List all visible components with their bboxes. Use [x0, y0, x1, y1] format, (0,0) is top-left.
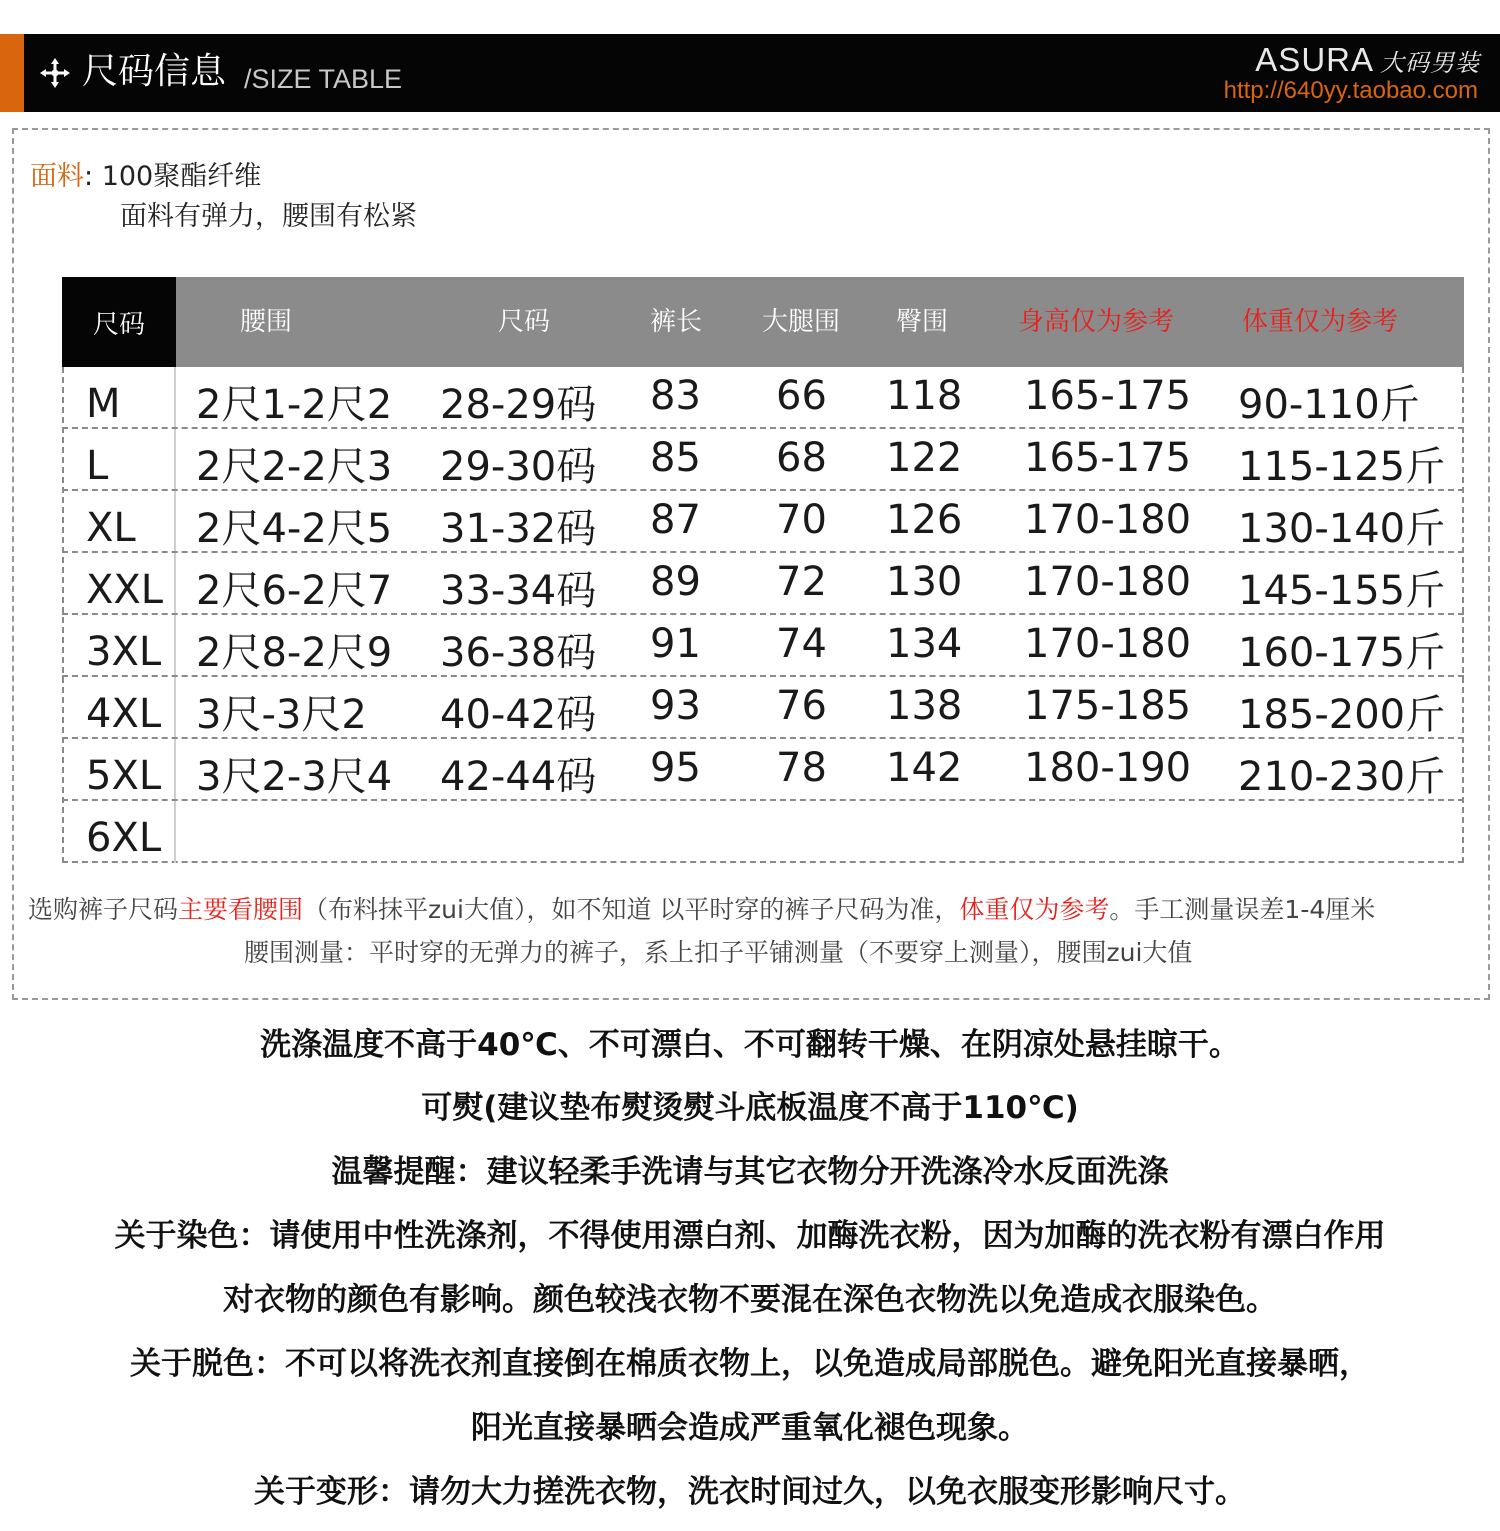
cell-hip: 134	[886, 621, 963, 667]
brand-name: ASURA	[1255, 41, 1374, 78]
cell-height: 175-185	[1024, 683, 1192, 729]
cell-weight: 130-140斤	[1238, 506, 1446, 552]
cell-thigh: 74	[776, 621, 827, 667]
note-highlight-weight: 体重仅为参考	[959, 895, 1110, 924]
cell-thigh: 78	[776, 745, 827, 791]
cell-size: 6XL	[86, 815, 162, 861]
cell-waist: 2尺1-2尺2	[196, 382, 393, 428]
cell-waist: 2尺4-2尺5	[196, 506, 393, 552]
cell-weight: 115-125斤	[1238, 444, 1446, 490]
table-row	[62, 739, 1464, 801]
cell-weight: 210-230斤	[1238, 754, 1446, 800]
cell-height: 170-180	[1024, 621, 1192, 667]
header-height: 身高仅为参考	[1018, 307, 1175, 337]
header-bar	[0, 34, 1500, 112]
cell-thigh: 66	[776, 373, 827, 419]
care-line: 温馨提醒：建议轻柔手洗请与其它衣物分开洗涤冷水反面洗涤	[331, 1154, 1169, 1190]
cell-code: 40-42码	[440, 692, 597, 738]
waist-measure-note: 腰围测量：平时穿的无弹力的裤子，系上扣子平铺测量（不要穿上测量），腰围zui大值	[244, 938, 1193, 967]
cell-weight: 185-200斤	[1238, 692, 1446, 738]
table-row	[62, 367, 1464, 429]
cell-length: 91	[650, 621, 701, 667]
cell-hip: 142	[886, 745, 963, 791]
fabric-note: 面料有弹力，腰围有松紧	[120, 201, 417, 232]
cell-size: L	[86, 443, 109, 489]
cell-length: 95	[650, 745, 701, 791]
cell-size: XL	[86, 505, 136, 551]
cell-height: 170-180	[1024, 497, 1192, 543]
note-text: 选购裤子尺码	[28, 895, 179, 924]
care-line: 洗涤温度不高于40℃、不可漂白、不可翻转干燥、在阴凉处悬挂晾干。	[260, 1027, 1240, 1063]
care-line: 对衣物的颜色有影响。颜色较浅衣物不要混在深色衣物洗以免造成衣服染色。	[223, 1282, 1277, 1318]
cell-length: 89	[650, 559, 701, 605]
cell-size: 4XL	[86, 691, 162, 737]
fabric-value: 100聚酯纤维	[101, 161, 262, 192]
cell-size: M	[86, 381, 121, 427]
cell-hip: 130	[886, 559, 963, 605]
header-waist: 腰围	[240, 307, 293, 337]
note-highlight-waist: 主要看腰围	[178, 895, 304, 924]
cell-height: 180-190	[1024, 745, 1192, 791]
cell-code: 33-34码	[440, 568, 597, 614]
cell-thigh: 76	[776, 683, 827, 729]
table-row	[62, 429, 1464, 491]
cell-code: 29-30码	[440, 444, 597, 490]
cell-hip: 126	[886, 497, 963, 543]
header-hip: 臀围	[896, 307, 949, 337]
cell-thigh: 72	[776, 559, 827, 605]
cell-code: 28-29码	[440, 382, 597, 428]
header-code: 尺码	[498, 307, 551, 337]
shop-url[interactable]: http://640yy.taobao.com	[1223, 77, 1478, 104]
four-way-arrow-icon	[38, 56, 72, 90]
fabric-label: 面料	[30, 161, 84, 192]
header-size: 尺码	[62, 277, 176, 367]
table-row	[62, 677, 1464, 739]
table-row	[62, 553, 1464, 615]
note-text: 。手工测量误差1-4厘米	[1109, 895, 1376, 924]
cell-waist: 3尺-3尺2	[196, 692, 367, 738]
header-length: 裤长	[650, 307, 703, 337]
cell-code: 36-38码	[440, 630, 597, 676]
cell-length: 85	[650, 435, 701, 481]
page-subtitle: /SIZE TABLE	[244, 64, 403, 94]
note-text: （布料抹平zui大值），如不知道 以平时穿的裤子尺码为准，	[303, 895, 960, 924]
brand-name-cn: 大码男装	[1380, 49, 1480, 77]
cell-size: 3XL	[86, 629, 162, 675]
cell-weight: 90-110斤	[1238, 382, 1420, 428]
cell-code: 31-32码	[440, 506, 597, 552]
cell-size: XXL	[86, 567, 164, 613]
care-line: 关于染色：请使用中性洗涤剂，不得使用漂白剂、加酶洗衣粉，因为加酶的洗衣粉有漂白作用	[114, 1218, 1386, 1254]
cell-waist: 2尺6-2尺7	[196, 568, 393, 614]
table-row	[62, 801, 1464, 863]
brand-logo	[1255, 42, 1480, 81]
care-line: 阳光直接暴晒会造成严重氧化褪色现象。	[471, 1410, 1029, 1446]
cell-weight: 160-175斤	[1238, 630, 1446, 676]
cell-weight: 145-155斤	[1238, 568, 1446, 614]
header-thigh: 大腿围	[762, 307, 841, 337]
cell-height: 165-175	[1024, 373, 1192, 419]
care-line: 可熨(建议垫布熨烫熨斗底板温度不高于110℃)	[421, 1090, 1079, 1126]
cell-hip: 122	[886, 435, 963, 481]
cell-thigh: 68	[776, 435, 827, 481]
care-line: 关于变形：请勿大力搓洗衣物，洗衣时间过久，以免衣服变形影响尺寸。	[254, 1474, 1246, 1510]
cell-waist: 2尺2-2尺3	[196, 444, 393, 490]
cell-height: 170-180	[1024, 559, 1192, 605]
cell-code: 42-44码	[440, 754, 597, 800]
cell-waist: 2尺8-2尺9	[196, 630, 393, 676]
size-advice-note	[28, 892, 1488, 928]
table-header	[62, 277, 1464, 367]
header-accent-stripe	[0, 34, 24, 112]
table-row	[62, 615, 1464, 677]
cell-length: 93	[650, 683, 701, 729]
care-line: 关于脱色：不可以将洗衣剂直接倒在棉质衣物上，以免造成局部脱色。避免阳光直接暴晒，	[130, 1346, 1370, 1382]
cell-size: 5XL	[86, 753, 162, 799]
cell-length: 83	[650, 373, 701, 419]
cell-hip: 118	[886, 373, 963, 419]
fabric-colon: :	[84, 161, 94, 192]
fabric-line	[30, 158, 261, 196]
cell-waist: 3尺2-3尺4	[196, 754, 393, 800]
cell-height: 165-175	[1024, 435, 1192, 481]
header-weight: 体重仅为参考	[1242, 307, 1399, 337]
table-row	[62, 491, 1464, 553]
cell-hip: 138	[886, 683, 963, 729]
cell-thigh: 70	[776, 497, 827, 543]
cell-length: 87	[650, 497, 701, 543]
page-title: 尺码信息	[82, 51, 227, 92]
